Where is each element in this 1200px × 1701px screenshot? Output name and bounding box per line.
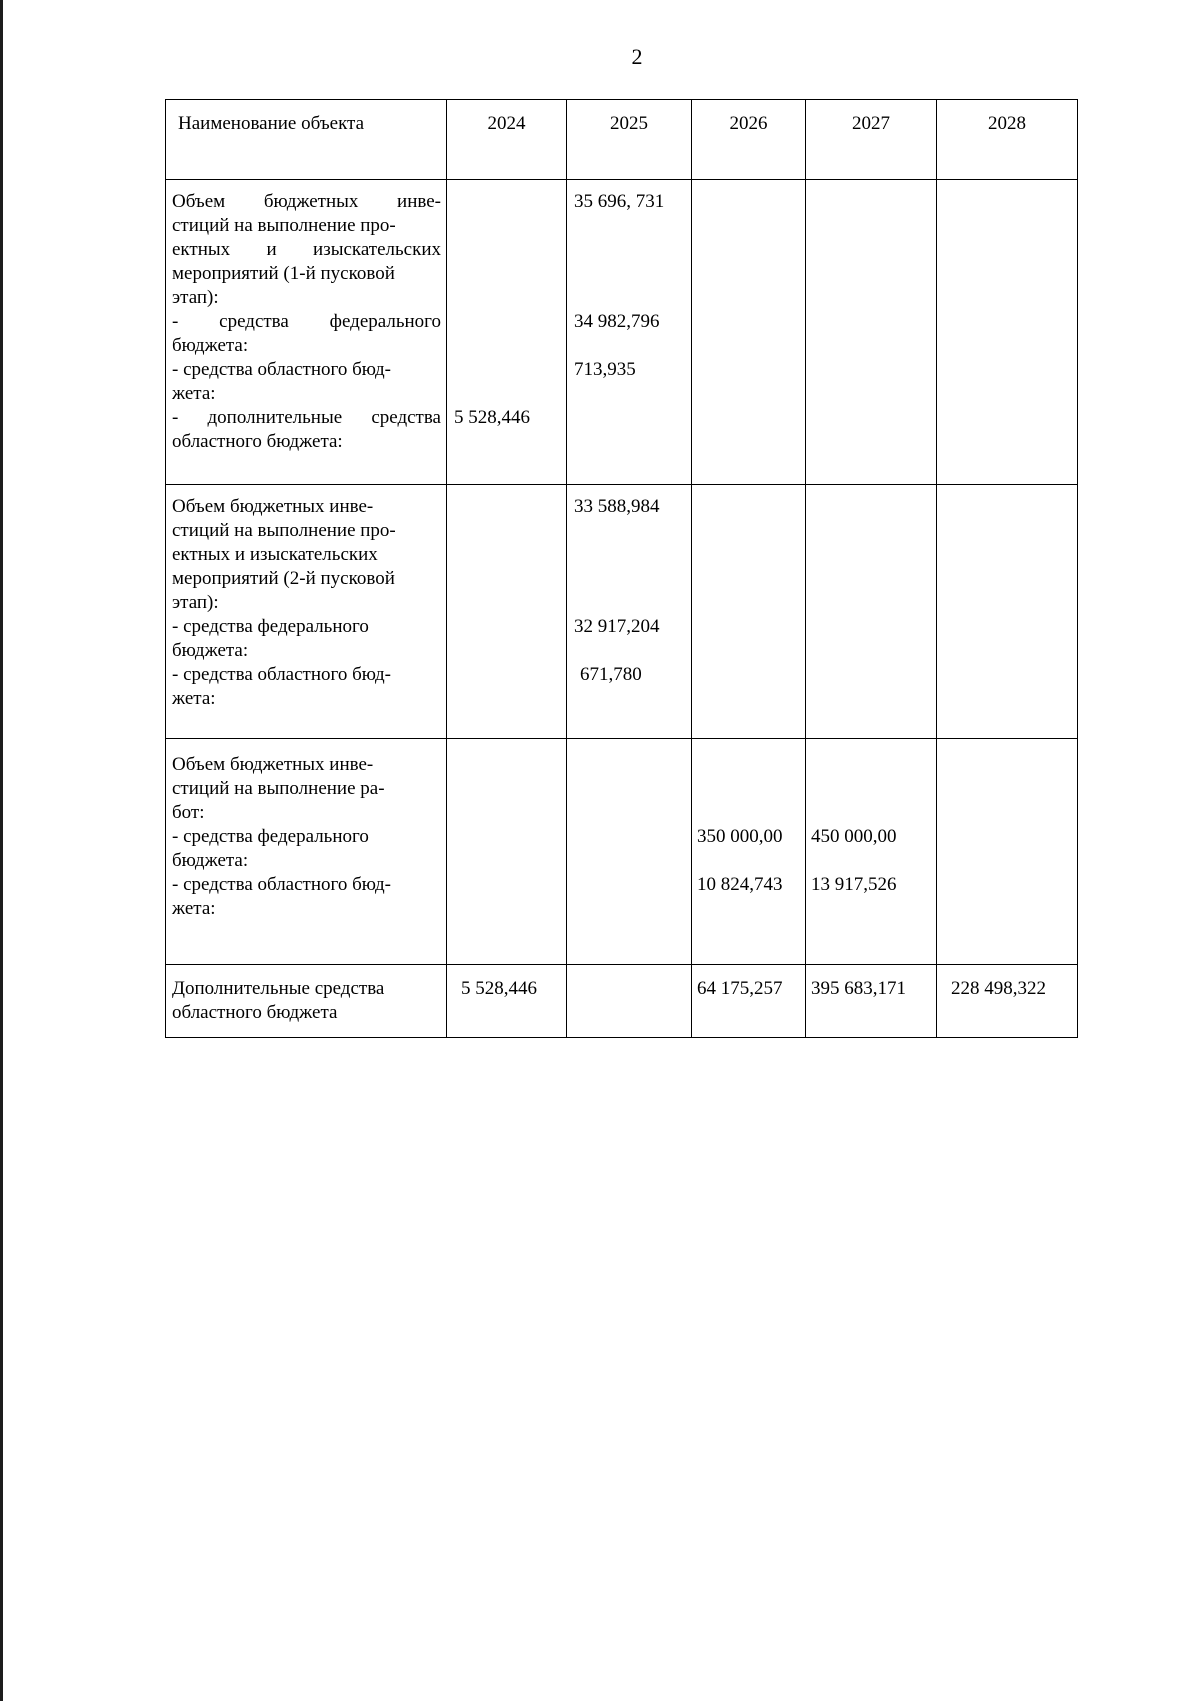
header-object-name: Наименование объекта: [166, 100, 447, 180]
row4-object-name: [166, 965, 447, 1038]
row2-2025-regional: 671,780: [580, 664, 642, 685]
row1-name-line: - дополнительные средства: [172, 407, 441, 428]
row2-value-2027: [806, 485, 937, 739]
row4-2026-value: 64 175,257: [697, 978, 783, 999]
header-year-2027: 2027: [806, 100, 937, 180]
header-year-2028: 2028: [937, 100, 1078, 180]
header-year-2026: 2026: [692, 100, 806, 180]
row2-object-name: [166, 485, 447, 739]
scan-edge-left: [0, 0, 3, 1701]
row1-2025-federal: 34 982,796: [574, 311, 660, 332]
row2-name-line: жета:: [172, 688, 216, 709]
row2-value-2028: [937, 485, 1078, 739]
row1-name-line: - средства областного бюд-: [172, 359, 391, 380]
row3-2026-federal: 350 000,00: [697, 826, 783, 847]
row2-2025-federal: 32 917,204: [574, 616, 660, 637]
row2-name-line: Объем бюджетных инве-: [172, 496, 374, 517]
row2-name-line: - средства федерального: [172, 616, 369, 637]
row1-name-line: стиций на выполнение про-: [172, 215, 396, 236]
header-year-2025: 2025: [567, 100, 692, 180]
row3-value-2024: [447, 739, 567, 965]
row2-2025-total: 33 588,984: [574, 496, 660, 517]
row1-value-2026: [692, 180, 806, 485]
row2-value-2026: [692, 485, 806, 739]
row4-value-2024: [447, 965, 567, 1038]
row3-name-line: - средства областного бюд-: [172, 874, 391, 895]
row4-value-2025: [567, 965, 692, 1038]
row1-name-line: ектных и изыскательских: [172, 239, 441, 260]
row4-2027-value: 395 683,171: [811, 978, 906, 999]
page-number: 2: [631, 44, 643, 69]
row1-name-line: - средства федерального: [172, 311, 441, 332]
row1-name-line: жета:: [172, 383, 216, 404]
row3-2027-federal: 450 000,00: [811, 826, 897, 847]
row3-value-2027: [806, 739, 937, 965]
row2-name-line: ектных и изыскательских: [172, 544, 378, 565]
row4-name-line: Дополнительные средства: [172, 978, 385, 999]
row1-value-2024: [447, 180, 567, 485]
row2-name-line: бюджета:: [172, 640, 249, 661]
row4-value-2027: [806, 965, 937, 1038]
row3-value-2025: [567, 739, 692, 965]
row2-name-line: этап):: [172, 592, 219, 613]
row1-name-line: Объем бюджетных инве-: [172, 191, 441, 212]
row2-value-2024: [447, 485, 567, 739]
row1-name-line: мероприятий (1-й пусковой: [172, 263, 395, 284]
table-header-row: [166, 100, 1078, 180]
row1-value-2025: [567, 180, 692, 485]
row3-2026-regional: 10 824,743: [697, 874, 783, 895]
row2-value-2025: [567, 485, 692, 739]
row4-value-2028: [937, 965, 1078, 1038]
budget-investment-table: [165, 99, 1078, 1038]
row2-name-line: мероприятий (2-й пусковой: [172, 568, 395, 589]
row1-object-name: [166, 180, 447, 485]
header-year-2024: 2024: [447, 100, 567, 180]
row3-value-2028: [937, 739, 1078, 965]
row3-name-line: стиций на выполнение ра-: [172, 778, 385, 799]
row4-name-line: областного бюджета: [172, 1002, 338, 1023]
row4-2028-value: 228 498,322: [951, 978, 1046, 999]
table-row: [166, 180, 1078, 485]
row1-2025-regional: 713,935: [574, 359, 636, 380]
row1-name-line: бюджета:: [172, 335, 249, 356]
row3-name-line: Объем бюджетных инве-: [172, 754, 374, 775]
row4-2024-value: 5 528,446: [461, 978, 537, 999]
row1-value-2027: [806, 180, 937, 485]
row3-name-line: - средства федерального: [172, 826, 369, 847]
row2-name-line: - средства областного бюд-: [172, 664, 391, 685]
row3-name-line: бюджета:: [172, 850, 249, 871]
row2-name-line: стиций на выполнение про-: [172, 520, 396, 541]
row3-value-2026: [692, 739, 806, 965]
row3-2027-regional: 13 917,526: [811, 874, 897, 895]
row3-name-line: жета:: [172, 898, 216, 919]
row1-name-line: областного бюджета:: [172, 431, 343, 452]
row1-name-line: этап):: [172, 287, 219, 308]
row1-value-2028: [937, 180, 1078, 485]
table-row: [166, 965, 1078, 1038]
table-row: [166, 739, 1078, 965]
row4-value-2026: [692, 965, 806, 1038]
row3-name-line: бот:: [172, 802, 205, 823]
row1-2025-total: 35 696, 731: [574, 191, 665, 212]
row3-object-name: [166, 739, 447, 965]
row1-2024-additional-regional: 5 528,446: [454, 407, 530, 428]
table-row: [166, 485, 1078, 739]
